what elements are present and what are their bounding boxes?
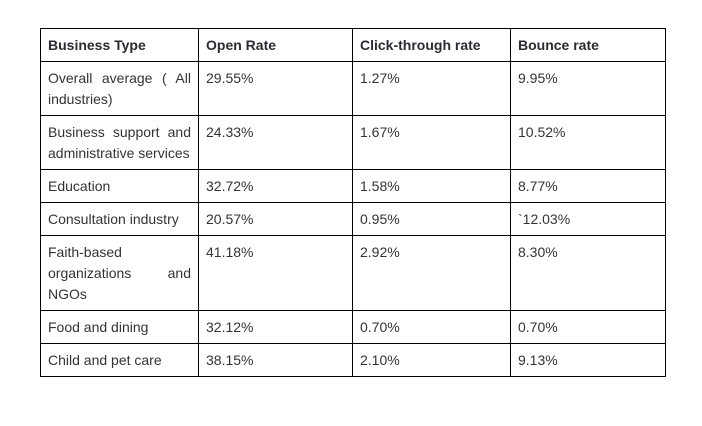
cell-open-rate: 32.72% [199, 170, 353, 203]
cell-bounce-rate: 8.77% [511, 170, 666, 203]
table-row [41, 203, 666, 236]
cell-open-rate: 24.33% [199, 116, 353, 170]
table-row [41, 236, 666, 311]
cell-bounce-rate: 10.52% [511, 116, 666, 170]
table-row [41, 116, 666, 170]
cell-click-through-rate: 1.67% [353, 116, 511, 170]
cell-bounce-rate: `12.03% [511, 203, 666, 236]
column-header-click-through-rate: Click-through rate [353, 29, 511, 62]
cell-business-type: Child and pet care [41, 344, 199, 377]
column-header-business-type: Business Type [41, 29, 199, 62]
table-row [41, 62, 666, 116]
table-row [41, 344, 666, 377]
cell-bounce-rate: 0.70% [511, 311, 666, 344]
email-stats-by-business-type-table [40, 28, 666, 377]
cell-click-through-rate: 0.95% [353, 203, 511, 236]
cell-business-type: Education [41, 170, 199, 203]
table-row [41, 170, 666, 203]
cell-business-type: Faith-based organizations and NGOs [41, 236, 199, 311]
table-row [41, 311, 666, 344]
cell-business-type: Food and dining [41, 311, 199, 344]
cell-bounce-rate: 9.95% [511, 62, 666, 116]
cell-business-type: Overall average ( All industries) [41, 62, 199, 116]
cell-click-through-rate: 2.10% [353, 344, 511, 377]
cell-open-rate: 41.18% [199, 236, 353, 311]
cell-click-through-rate: 1.27% [353, 62, 511, 116]
cell-open-rate: 29.55% [199, 62, 353, 116]
header-row [41, 29, 666, 62]
cell-open-rate: 38.15% [199, 344, 353, 377]
cell-business-type: Business support and administrative services [41, 116, 199, 170]
cell-click-through-rate: 1.58% [353, 170, 511, 203]
cell-open-rate: 20.57% [199, 203, 353, 236]
column-header-open-rate: Open Rate [199, 29, 353, 62]
cell-open-rate: 32.12% [199, 311, 353, 344]
cell-bounce-rate: 8.30% [511, 236, 666, 311]
cell-bounce-rate: 9.13% [511, 344, 666, 377]
cell-click-through-rate: 2.92% [353, 236, 511, 311]
column-header-bounce-rate: Bounce rate [511, 29, 666, 62]
cell-click-through-rate: 0.70% [353, 311, 511, 344]
cell-business-type: Consultation industry [41, 203, 199, 236]
